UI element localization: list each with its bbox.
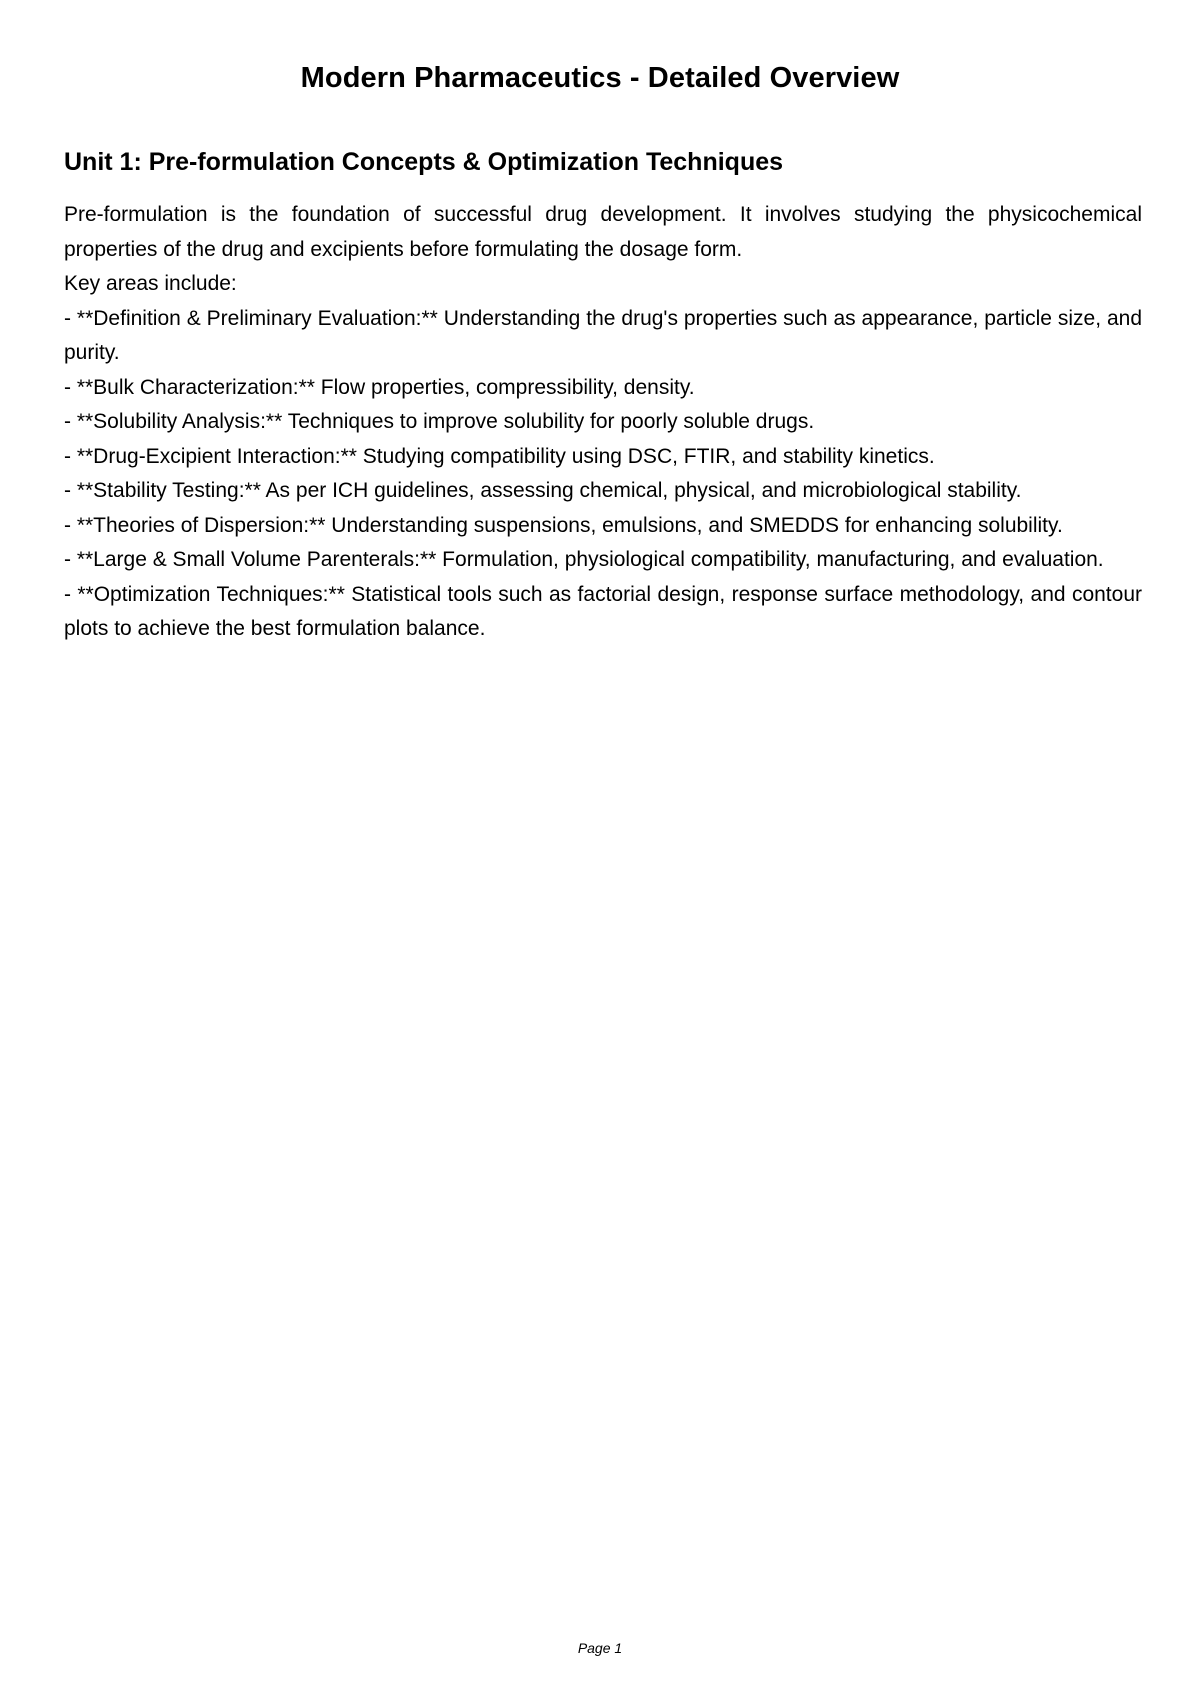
list-item-optimization-techniques: - **Optimization Techniques:** Statistical tools such as factorial design, response surface methodology, and contour plots to achieve the best formulation balance. — [64, 582, 1142, 640]
list-item-bulk-characterization: - **Bulk Characterization:** Flow properties, compressibility, density. — [64, 375, 695, 399]
list-item-definition: - **Definition & Preliminary Evaluation:** Understanding the drug's properties such as appearance, particle size, and purity. — [64, 306, 1142, 364]
list-item-stability-testing: - **Stability Testing:** As per ICH guidelines, assessing chemical, physical, and microbiological stability. — [64, 479, 1022, 502]
body-text — [64, 198, 1142, 647]
unit-heading: Unit 1: Pre-formulation Concepts & Optimization Techniques — [64, 148, 784, 176]
list-item-solubility-analysis: - **Solubility Analysis:** Techniques to improve solubility for poorly soluble drugs. — [64, 410, 815, 433]
key-areas-label: Key areas include: — [64, 272, 237, 295]
page-number: Page 1 — [577, 1640, 623, 1656]
intro-paragraph: Pre-formulation is the foundation of successful drug development. It involves studying the physicochemical properties of the drug and excipients before formulating the dosage form. — [64, 203, 1142, 261]
list-item-drug-excipient-interaction: - **Drug-Excipient Interaction:** Studying compatibility using DSC, FTIR, and stability kinetics. — [64, 444, 935, 468]
list-item-parenterals: - **Large & Small Volume Parenterals:** Formulation, physiological compatibility, manufacturing, and evaluation. — [64, 548, 1104, 571]
document-title: Modern Pharmaceutics - Detailed Overview — [300, 62, 900, 94]
list-item-theories-of-dispersion: - **Theories of Dispersion:** Understanding suspensions, emulsions, and SMEDDS for enhancing solubility. — [64, 513, 1063, 537]
